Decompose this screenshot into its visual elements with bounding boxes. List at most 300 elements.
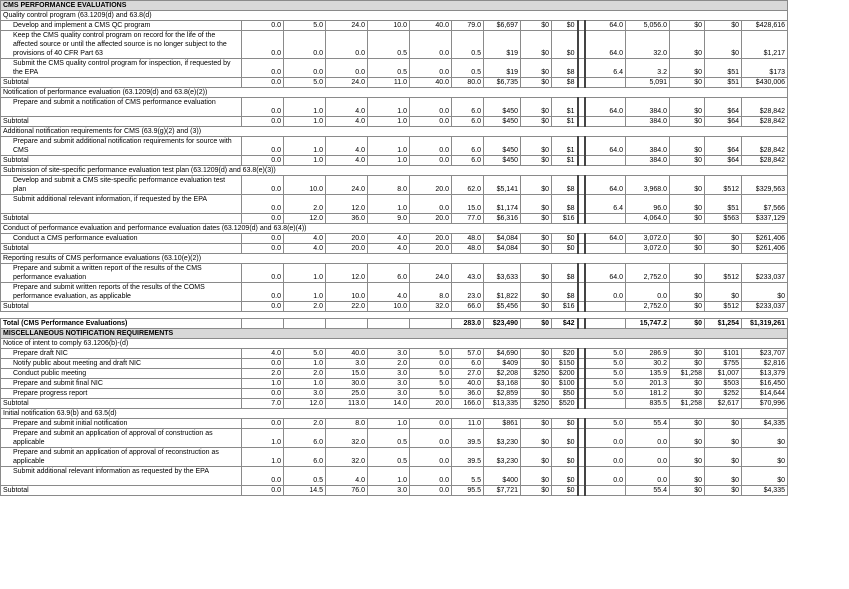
value-cell: [585, 399, 626, 409]
value-cell: $16: [552, 302, 578, 312]
value-cell: 3,968.0: [626, 176, 670, 195]
value-cell: $0: [670, 31, 705, 59]
value-cell: [585, 156, 626, 166]
value-cell: 0.0: [242, 234, 284, 244]
value-cell: 2.0: [284, 195, 326, 214]
value-cell: 1.0: [284, 359, 326, 369]
row-label: Subtotal: [1, 302, 242, 312]
value-cell: $0: [521, 214, 552, 224]
column-gap: [578, 214, 585, 224]
value-cell: 3.0: [368, 379, 410, 389]
value-cell: $755: [705, 359, 742, 369]
group-header-row: [1, 339, 788, 349]
group-header-row: [1, 166, 788, 176]
value-cell: $0: [742, 429, 788, 448]
value-cell: $0: [521, 98, 552, 117]
value-cell: $64: [705, 98, 742, 117]
value-cell: 25.0: [326, 389, 368, 399]
value-cell: 40.0: [410, 21, 452, 31]
row-label: Subtotal: [1, 486, 242, 496]
column-gap: [578, 117, 585, 127]
value-cell: 39.5: [452, 429, 484, 448]
value-cell: 5.0: [410, 349, 452, 359]
value-cell: $1,007: [705, 369, 742, 379]
value-cell: 0.0: [410, 59, 452, 78]
value-cell: $51: [705, 78, 742, 88]
value-cell: 40.0: [410, 78, 452, 88]
value-cell: 5,056.0: [626, 21, 670, 31]
value-cell: $0: [521, 78, 552, 88]
value-cell: $0: [521, 359, 552, 369]
row-label: Prepare and submit final NIC: [1, 379, 242, 389]
value-cell: $28,842: [742, 156, 788, 166]
value-cell: $2,617: [705, 399, 742, 409]
value-cell: $0: [705, 467, 742, 486]
value-cell: 3.0: [284, 389, 326, 399]
value-cell: $0: [552, 419, 578, 429]
activity-row: [1, 31, 788, 59]
value-cell: [410, 319, 452, 329]
value-cell: 0.0: [284, 31, 326, 59]
value-cell: 0.0: [410, 486, 452, 496]
value-cell: 0.0: [242, 359, 284, 369]
value-cell: 79.0: [452, 21, 484, 31]
row-label: Submit the CMS quality control program for inspection, if requested by the EPA: [1, 59, 242, 78]
value-cell: $70,996: [742, 399, 788, 409]
value-cell: $0: [521, 486, 552, 496]
value-cell: 5.0: [410, 389, 452, 399]
group-header-row: [1, 127, 788, 137]
value-cell: 32.0: [626, 31, 670, 59]
row-label: Prepare and submit initial notification: [1, 419, 242, 429]
value-cell: $0: [521, 419, 552, 429]
row-label: Submit additional relevant information as requested by the EPA: [1, 467, 242, 486]
value-cell: $0: [552, 486, 578, 496]
value-cell: 2,752.0: [626, 302, 670, 312]
value-cell: $100: [552, 379, 578, 389]
row-label: Notify public about meeting and draft NIC: [1, 359, 242, 369]
value-cell: 57.0: [452, 349, 484, 359]
value-cell: 0.5: [452, 31, 484, 59]
value-cell: $0: [521, 59, 552, 78]
value-cell: 12.0: [326, 195, 368, 214]
value-cell: $23,490: [484, 319, 521, 329]
column-gap: [578, 379, 585, 389]
value-cell: 0.5: [368, 59, 410, 78]
activity-row: [1, 369, 788, 379]
value-cell: $233,037: [742, 302, 788, 312]
value-cell: $400: [484, 467, 521, 486]
value-cell: 36.0: [326, 214, 368, 224]
activity-row: [1, 264, 788, 283]
value-cell: 32.0: [326, 429, 368, 448]
value-cell: 20.0: [410, 176, 452, 195]
value-cell: $3,633: [484, 264, 521, 283]
value-cell: 64.0: [585, 176, 626, 195]
value-cell: 15.0: [326, 369, 368, 379]
value-cell: $0: [552, 21, 578, 31]
value-cell: 384.0: [626, 117, 670, 127]
value-cell: 0.0: [242, 31, 284, 59]
value-cell: 1.0: [368, 98, 410, 117]
activity-row: [1, 448, 788, 467]
value-cell: 1.0: [368, 419, 410, 429]
row-label: Prepare and submit a notification of CMS performance evaluation: [1, 98, 242, 117]
value-cell: 30.0: [326, 379, 368, 389]
value-cell: 0.0: [326, 59, 368, 78]
value-cell: $6,697: [484, 21, 521, 31]
value-cell: 23.0: [452, 283, 484, 302]
column-gap: [578, 156, 585, 166]
column-gap: [578, 369, 585, 379]
subtotal-row: [1, 156, 788, 166]
value-cell: 6.0: [452, 359, 484, 369]
value-cell: 3,072.0: [626, 234, 670, 244]
column-gap: [578, 419, 585, 429]
value-cell: 12.0: [284, 214, 326, 224]
value-cell: $0: [670, 117, 705, 127]
value-cell: 0.0: [410, 137, 452, 156]
value-cell: $329,563: [742, 176, 788, 195]
value-cell: 0.0: [242, 59, 284, 78]
value-cell: $64: [705, 117, 742, 127]
value-cell: 1.0: [284, 117, 326, 127]
value-cell: 7.0: [242, 399, 284, 409]
value-cell: 3.2: [626, 59, 670, 78]
column-gap: [578, 176, 585, 195]
value-cell: 4.0: [368, 234, 410, 244]
value-cell: 64.0: [585, 264, 626, 283]
value-cell: 0.0: [326, 31, 368, 59]
value-cell: 0.0: [410, 419, 452, 429]
value-cell: 32.0: [326, 448, 368, 467]
row-label: Prepare and submit additional notification requirements for source with CMS: [1, 137, 242, 156]
value-cell: 283.0: [452, 319, 484, 329]
value-cell: $173: [742, 59, 788, 78]
value-cell: 0.0: [585, 467, 626, 486]
value-cell: 48.0: [452, 234, 484, 244]
value-cell: $3,168: [484, 379, 521, 389]
value-cell: 0.0: [410, 98, 452, 117]
column-gap: [578, 302, 585, 312]
value-cell: $0: [705, 234, 742, 244]
row-label: Prepare draft NIC: [1, 349, 242, 359]
row-label: Prepare and submit an application of approval of reconstruction as applicable: [1, 448, 242, 467]
value-cell: $0: [552, 429, 578, 448]
row-label: Prepare progress report: [1, 389, 242, 399]
column-gap: [578, 31, 585, 59]
value-cell: 0.0: [585, 429, 626, 448]
value-cell: 12.0: [284, 399, 326, 409]
value-cell: [242, 319, 284, 329]
value-cell: $512: [705, 264, 742, 283]
value-cell: $0: [705, 419, 742, 429]
value-cell: 6.0: [368, 264, 410, 283]
value-cell: 5.0: [410, 379, 452, 389]
value-cell: $261,406: [742, 234, 788, 244]
value-cell: $0: [521, 31, 552, 59]
value-cell: $1,319,261: [742, 319, 788, 329]
value-cell: 22.0: [326, 302, 368, 312]
value-cell: 30.2: [626, 359, 670, 369]
value-cell: $0: [742, 467, 788, 486]
value-cell: 2.0: [284, 369, 326, 379]
value-cell: 12.0: [326, 264, 368, 283]
value-cell: $233,037: [742, 264, 788, 283]
value-cell: 2.0: [284, 302, 326, 312]
row-label: Prepare and submit a written report of the results of the CMS performance evaluation: [1, 264, 242, 283]
value-cell: $0: [705, 244, 742, 254]
total-row: [1, 319, 788, 329]
value-cell: 0.0: [242, 156, 284, 166]
value-cell: $14,644: [742, 389, 788, 399]
value-cell: $0: [670, 429, 705, 448]
value-cell: 1.0: [284, 137, 326, 156]
value-cell: 8.0: [368, 176, 410, 195]
value-cell: 64.0: [585, 31, 626, 59]
value-cell: $0: [670, 319, 705, 329]
value-cell: $2,859: [484, 389, 521, 399]
value-cell: 5.0: [585, 359, 626, 369]
value-cell: 8.0: [326, 419, 368, 429]
value-cell: $1,258: [670, 369, 705, 379]
value-cell: 0.0: [410, 156, 452, 166]
value-cell: 10.0: [368, 21, 410, 31]
value-cell: 6.0: [452, 117, 484, 127]
value-cell: $23,707: [742, 349, 788, 359]
value-cell: 1.0: [368, 156, 410, 166]
activity-row: [1, 176, 788, 195]
value-cell: 20.0: [410, 399, 452, 409]
value-cell: [284, 319, 326, 329]
value-cell: 1.0: [284, 98, 326, 117]
value-cell: 1.0: [284, 156, 326, 166]
value-cell: 0.0: [242, 117, 284, 127]
row-label: Subtotal: [1, 117, 242, 127]
value-cell: 3.0: [368, 349, 410, 359]
group-title: Additional notification requirements for CMS (63.9(g)(2) and (3)): [1, 127, 788, 137]
value-cell: $0: [670, 264, 705, 283]
activity-row: [1, 359, 788, 369]
value-cell: $0: [670, 486, 705, 496]
value-cell: 3.0: [368, 486, 410, 496]
value-cell: 0.0: [242, 214, 284, 224]
value-cell: 6.4: [585, 59, 626, 78]
value-cell: 32.0: [410, 302, 452, 312]
value-cell: $4,335: [742, 486, 788, 496]
value-cell: $0: [521, 195, 552, 214]
value-cell: 4.0: [326, 137, 368, 156]
value-cell: $42: [552, 319, 578, 329]
value-cell: $8: [552, 195, 578, 214]
value-cell: $13,379: [742, 369, 788, 379]
value-cell: 181.2: [626, 389, 670, 399]
value-cell: 5.0: [585, 349, 626, 359]
value-cell: 95.5: [452, 486, 484, 496]
value-cell: $8: [552, 176, 578, 195]
value-cell: $16,450: [742, 379, 788, 389]
activity-row: [1, 429, 788, 448]
value-cell: 3.0: [368, 369, 410, 379]
value-cell: 24.0: [410, 264, 452, 283]
value-cell: 10.0: [284, 176, 326, 195]
value-cell: 0.0: [410, 195, 452, 214]
value-cell: $0: [670, 98, 705, 117]
value-cell: $28,842: [742, 117, 788, 127]
activity-row: [1, 283, 788, 302]
value-cell: $1,258: [670, 399, 705, 409]
column-gap: [578, 78, 585, 88]
activity-row: [1, 467, 788, 486]
value-cell: 113.0: [326, 399, 368, 409]
value-cell: $28,842: [742, 98, 788, 117]
value-cell: $0: [521, 302, 552, 312]
value-cell: $520: [552, 399, 578, 409]
value-cell: $0: [705, 21, 742, 31]
value-cell: 1.0: [242, 448, 284, 467]
value-cell: 96.0: [626, 195, 670, 214]
value-cell: $450: [484, 156, 521, 166]
row-label: Keep the CMS quality control program on record for the life of the affected source or until the affected source is no longer subject to the provisions of 40 CFR Part 63: [1, 31, 242, 59]
value-cell: 6.0: [452, 98, 484, 117]
subtotal-row: [1, 399, 788, 409]
value-cell: 10.0: [326, 283, 368, 302]
value-cell: $0: [521, 137, 552, 156]
spacer-cell: [1, 312, 788, 319]
row-label: Subtotal: [1, 214, 242, 224]
row-label: Conduct public meeting: [1, 369, 242, 379]
subtotal-row: [1, 244, 788, 254]
row-label: Prepare and submit an application of approval of construction as applicable: [1, 429, 242, 448]
value-cell: $0: [521, 283, 552, 302]
value-cell: 5.0: [585, 419, 626, 429]
value-cell: $861: [484, 419, 521, 429]
value-cell: $0: [670, 21, 705, 31]
value-cell: $0: [670, 302, 705, 312]
value-cell: 0.0: [410, 467, 452, 486]
value-cell: [326, 319, 368, 329]
value-cell: 5.0: [284, 78, 326, 88]
value-cell: 0.0: [242, 419, 284, 429]
value-cell: $503: [705, 379, 742, 389]
value-cell: $0: [521, 389, 552, 399]
column-gap: [578, 399, 585, 409]
group-header-row: [1, 224, 788, 234]
group-title: Initial notification 63.9(b) and 63.5(d): [1, 409, 788, 419]
value-cell: $28,842: [742, 137, 788, 156]
value-cell: $0: [521, 117, 552, 127]
column-gap: [578, 21, 585, 31]
value-cell: [585, 302, 626, 312]
value-cell: $0: [670, 195, 705, 214]
value-cell: 384.0: [626, 98, 670, 117]
value-cell: $64: [705, 137, 742, 156]
row-label: Prepare and submit written reports of the results of the COMS performance evaluation, as applicable: [1, 283, 242, 302]
column-gap: [578, 234, 585, 244]
value-cell: 4.0: [284, 234, 326, 244]
value-cell: 0.5: [368, 31, 410, 59]
value-cell: $450: [484, 137, 521, 156]
value-cell: $250: [521, 369, 552, 379]
value-cell: 0.0: [242, 78, 284, 88]
value-cell: $563: [705, 214, 742, 224]
value-cell: 5.5: [452, 467, 484, 486]
value-cell: 0.0: [626, 448, 670, 467]
value-cell: 55.4: [626, 486, 670, 496]
value-cell: 0.5: [368, 448, 410, 467]
value-cell: $0: [670, 78, 705, 88]
value-cell: 0.5: [452, 59, 484, 78]
value-cell: 8.0: [410, 283, 452, 302]
value-cell: 55.4: [626, 419, 670, 429]
subtotal-row: [1, 302, 788, 312]
activity-row: [1, 379, 788, 389]
value-cell: $0: [670, 389, 705, 399]
value-cell: $0: [521, 176, 552, 195]
value-cell: 14.5: [284, 486, 326, 496]
value-cell: 0.0: [410, 448, 452, 467]
value-cell: 286.9: [626, 349, 670, 359]
value-cell: $0: [670, 176, 705, 195]
column-gap: [578, 264, 585, 283]
value-cell: 0.0: [585, 448, 626, 467]
value-cell: $19: [484, 31, 521, 59]
group-title: Quality control program (63.1209(d) and 63.8(d): [1, 11, 788, 21]
value-cell: 1.0: [368, 137, 410, 156]
row-label: Submit additional relevant information, if requested by the EPA: [1, 195, 242, 214]
value-cell: $4,084: [484, 234, 521, 244]
value-cell: $250: [521, 399, 552, 409]
row-label: Subtotal: [1, 244, 242, 254]
value-cell: [368, 319, 410, 329]
group-header-row: [1, 11, 788, 21]
value-cell: 10.0: [368, 302, 410, 312]
value-cell: $50: [552, 389, 578, 399]
value-cell: $13,335: [484, 399, 521, 409]
column-gap: [578, 283, 585, 302]
spacer-row: [1, 312, 788, 319]
value-cell: 5,091: [626, 78, 670, 88]
activity-row: [1, 349, 788, 359]
value-cell: 4.0: [326, 156, 368, 166]
value-cell: 15,747.2: [626, 319, 670, 329]
value-cell: $261,406: [742, 244, 788, 254]
value-cell: 9.0: [368, 214, 410, 224]
value-cell: $0: [670, 349, 705, 359]
value-cell: 36.0: [452, 389, 484, 399]
value-cell: 39.5: [452, 448, 484, 467]
value-cell: 20.0: [410, 234, 452, 244]
subtotal-row: [1, 78, 788, 88]
value-cell: 64.0: [585, 21, 626, 31]
value-cell: $0: [521, 264, 552, 283]
value-cell: 4.0: [284, 244, 326, 254]
value-cell: $0: [705, 448, 742, 467]
value-cell: 384.0: [626, 156, 670, 166]
value-cell: $5,141: [484, 176, 521, 195]
activity-row: [1, 21, 788, 31]
value-cell: $0: [670, 467, 705, 486]
group-title: Conduct of performance evaluation and performance evaluation dates (63.1209(d) and 63.8(e)(4)): [1, 224, 788, 234]
value-cell: 20.0: [326, 244, 368, 254]
subtotal-row: [1, 214, 788, 224]
value-cell: 0.0: [626, 429, 670, 448]
value-cell: 20.0: [410, 214, 452, 224]
group-title: Notice of intent to comply 63.1206(b)-(d): [1, 339, 788, 349]
value-cell: 15.0: [452, 195, 484, 214]
value-cell: 0.0: [242, 137, 284, 156]
activity-row: [1, 195, 788, 214]
